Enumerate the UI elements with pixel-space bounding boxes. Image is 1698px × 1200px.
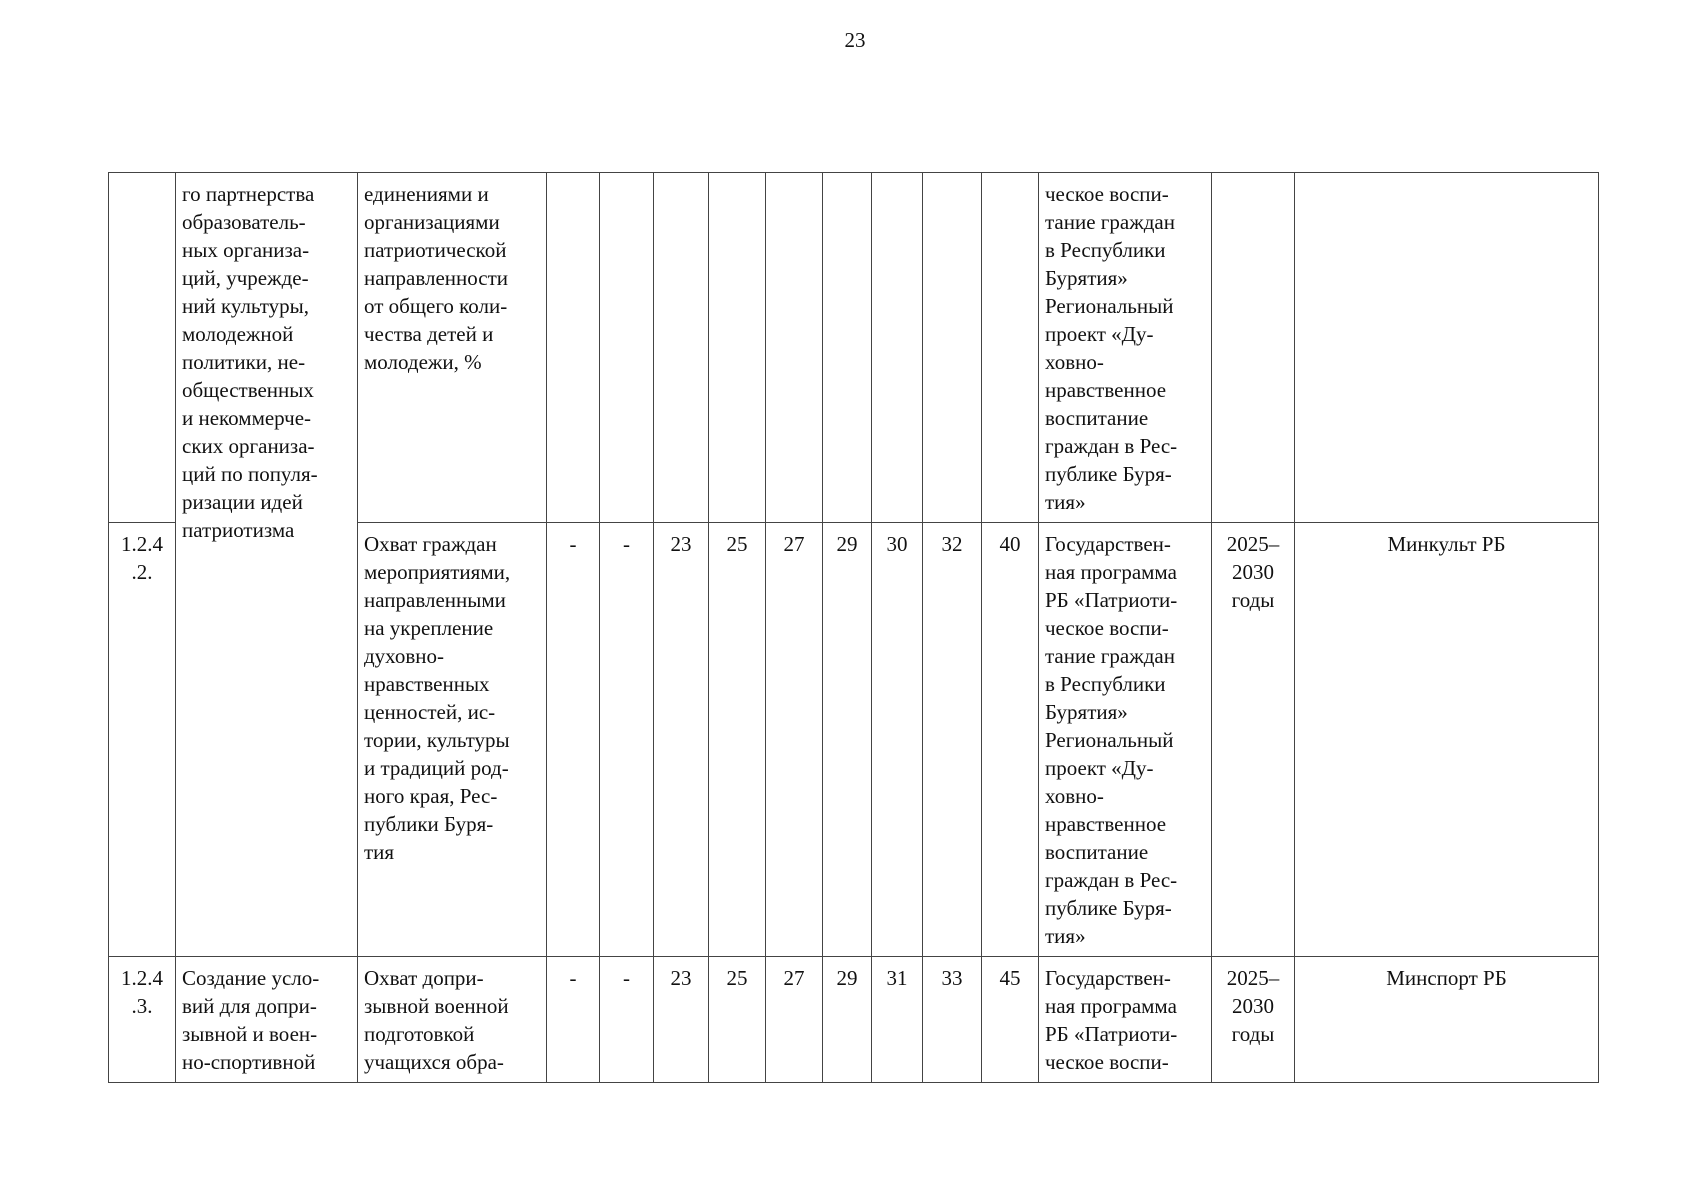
task-cell: Создание усло- вий для допри- зывной и воен- но-спортивной bbox=[176, 957, 358, 1083]
value-cell: - bbox=[547, 957, 600, 1083]
value-cell bbox=[872, 173, 923, 523]
responsible-cell bbox=[1295, 173, 1599, 523]
value-cell: 27 bbox=[766, 957, 823, 1083]
program-cell: Государствен- ная программа РБ «Патриоти- ческое воспи- bbox=[1039, 957, 1212, 1083]
value-cell: 25 bbox=[709, 957, 766, 1083]
value-cell: 23 bbox=[654, 523, 709, 957]
value-cell: - bbox=[600, 957, 654, 1083]
value-cell bbox=[982, 173, 1039, 523]
value-cell bbox=[766, 173, 823, 523]
value-cell: 31 bbox=[872, 957, 923, 1083]
row-number-cell: 1.2.4 .2. bbox=[109, 523, 176, 957]
value-cell: 29 bbox=[823, 957, 872, 1083]
value-cell: 23 bbox=[654, 957, 709, 1083]
program-cell: ческое воспи- тание граждан в Республики Бурятия» Региональный проект «Ду- ховно- нравственное воспитание граждан в Рес- публике Буря- тия» bbox=[1039, 173, 1212, 523]
row-number-cell: 1.2.4 .3. bbox=[109, 957, 176, 1083]
indicators-table bbox=[108, 172, 1599, 1083]
responsible-cell: Минкульт РБ bbox=[1295, 523, 1599, 957]
value-cell: 33 bbox=[923, 957, 982, 1083]
value-cell: - bbox=[600, 523, 654, 957]
table-row bbox=[109, 957, 1599, 1083]
value-cell bbox=[709, 173, 766, 523]
indicator-cell: единениями и организациями патриотической направленности от общего коли- чества детей и молодежи, % bbox=[358, 173, 547, 523]
period-cell bbox=[1212, 173, 1295, 523]
value-cell: 32 bbox=[923, 523, 982, 957]
value-cell bbox=[654, 173, 709, 523]
value-cell: 45 bbox=[982, 957, 1039, 1083]
period-cell: 2025– 2030 годы bbox=[1212, 523, 1295, 957]
responsible-cell: Минспорт РБ bbox=[1295, 957, 1599, 1083]
value-cell bbox=[823, 173, 872, 523]
period-cell: 2025– 2030 годы bbox=[1212, 957, 1295, 1083]
indicator-cell: Охват граждан мероприятиями, направленными на укрепление духовно- нравственных ценностей, ис- тории, культуры и традиций род- ного края, Рес- публики Буря- тия bbox=[358, 523, 547, 957]
indicator-cell: Охват допри- зывной военной подготовкой учащихся обра- bbox=[358, 957, 547, 1083]
program-cell: Государствен- ная программа РБ «Патриоти- ческое воспи- тание граждан в Республики Бурятия» Региональный проект «Ду- ховно- нравственное воспитание граждан в Рес- публике Буря- тия» bbox=[1039, 523, 1212, 957]
value-cell: 27 bbox=[766, 523, 823, 957]
task-cell: го партнерства образователь- ных организа- ций, учрежде- ний культуры, молодежной политики, не- общественных и некоммерче- ских организа- ций по популя- ризации идей патриотизма bbox=[176, 173, 358, 957]
value-cell bbox=[923, 173, 982, 523]
value-cell bbox=[600, 173, 654, 523]
value-cell: 40 bbox=[982, 523, 1039, 957]
page-number: 23 bbox=[844, 28, 866, 52]
value-cell: - bbox=[547, 523, 600, 957]
value-cell bbox=[547, 173, 600, 523]
table-row bbox=[109, 173, 1599, 523]
value-cell: 25 bbox=[709, 523, 766, 957]
row-number-cell bbox=[109, 173, 176, 523]
value-cell: 30 bbox=[872, 523, 923, 957]
value-cell: 29 bbox=[823, 523, 872, 957]
